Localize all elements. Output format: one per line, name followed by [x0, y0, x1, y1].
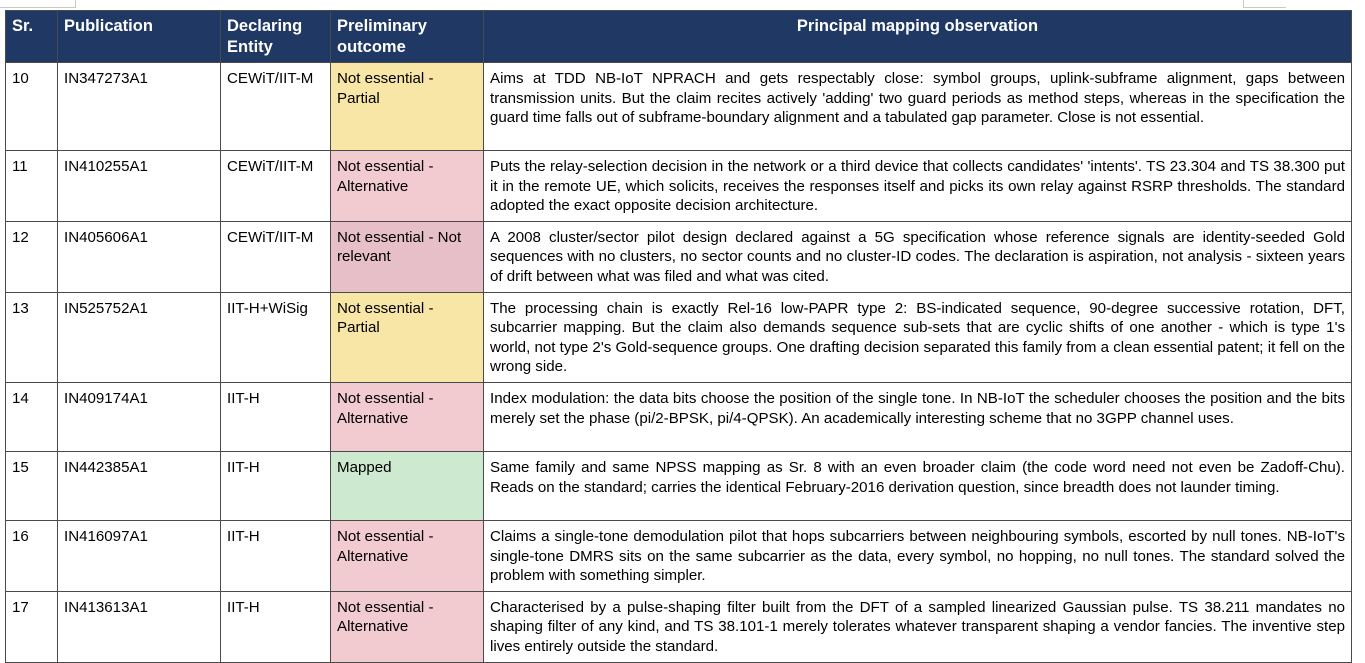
cell-observation: The processing chain is exactly Rel-16 low-PAPR type 2: BS-indicated sequence, 90-degree successive rotation, DFT, subcarrier mapping. But the claim also demands sequence sub-sets that are cyclic shifts of one another - which is type 1's world, not type 2's Gold-sequence groups. One drafting decision separated this family from a clean essential patent; it fell on the wrong side.: [484, 292, 1352, 382]
header-declaring-entity: Declaring Entity: [221, 11, 331, 63]
cell-sr: 15: [6, 451, 58, 520]
table-row: [6, 221, 1352, 292]
cell-observation: Aims at TDD NB-IoT NPRACH and gets respectably close: symbol groups, uplink-subframe alignment, gaps between transmission units. But the claim recites actively 'adding' two guard periods as method steps, whereas in the specification the guard time falls out of subframe-boundary alignment and a tabulated gap parameter. Close is not essential.: [484, 63, 1352, 151]
cell-publication: IN413613A1: [58, 591, 221, 662]
cell-sr: 11: [6, 151, 58, 222]
cell-declaring-entity: CEWiT/IIT-M: [221, 63, 331, 151]
cell-sr: 12: [6, 221, 58, 292]
cell-outcome: Not essential - Partial: [331, 292, 484, 382]
header-principal-mapping-observation: Principal mapping observation: [484, 11, 1352, 63]
cell-sr: 16: [6, 520, 58, 591]
cell-observation: Claims a single-tone demodulation pilot that hops subcarriers between neighbouring symbols, escorted by null tones. NB-IoT's single-tone DMRS sits on the same subcarrier as the data, every symbol, no hopping, no null tones. The standard solved the problem with something simpler.: [484, 520, 1352, 591]
table-row: [6, 151, 1352, 222]
cell-outcome: Not essential - Alternative: [331, 520, 484, 591]
cell-declaring-entity: IIT-H: [221, 591, 331, 662]
cell-publication: IN347273A1: [58, 63, 221, 151]
header-preliminary-outcome: Preliminary outcome: [331, 11, 484, 63]
table-row: [6, 520, 1352, 591]
header-row: [6, 11, 1352, 63]
cell-observation: Index modulation: the data bits choose the position of the single tone. In NB-IoT the scheduler chooses the position and the bits merely set the phase (pi/2-BPSK, pi/4-QPSK). An academically interesting scheme that no 3GPP channel uses.: [484, 382, 1352, 451]
cell-outcome: Mapped: [331, 451, 484, 520]
cell-observation: Same family and same NPSS mapping as Sr. 8 with an even broader claim (the code word need not even be Zadoff-Chu). Reads on the standard; carries the identical February-2016 derivation question, since breadth does not launder timing.: [484, 451, 1352, 520]
cell-outcome: Not essential - Alternative: [331, 591, 484, 662]
cell-observation: Characterised by a pulse-shaping filter built from the DFT of a sampled linearized Gaussian pulse. TS 38.211 mandates no shaping filter of any kind, and TS 38.101-1 merely tolerates whatever transparent shaping a vendor fancies. The inventive step lives entirely outside the standard.: [484, 591, 1352, 662]
cell-declaring-entity: IIT-H: [221, 520, 331, 591]
cell-declaring-entity: CEWiT/IIT-M: [221, 221, 331, 292]
table-row: [6, 63, 1352, 151]
table-row: [6, 382, 1352, 451]
cell-publication: IN405606A1: [58, 221, 221, 292]
cell-declaring-entity: IIT-H: [221, 451, 331, 520]
cell-publication: IN442385A1: [58, 451, 221, 520]
table-row: [6, 451, 1352, 520]
table-header: [6, 11, 1352, 63]
cell-publication: IN410255A1: [58, 151, 221, 222]
cell-outcome: Not essential - Alternative: [331, 382, 484, 451]
cell-sr: 17: [6, 591, 58, 662]
page-corner-mark-left: [0, 0, 76, 8]
cell-sr: 10: [6, 63, 58, 151]
page-corner-mark-right: [1243, 0, 1286, 8]
table-row: [6, 292, 1352, 382]
cell-observation: A 2008 cluster/sector pilot design declared against a 5G specification whose reference signals are identity-seeded Gold sequences with no clusters, no sector counts and no cluster-ID codes. The declaration is aspiration, not analysis - sixteen years of drift between what was filed and what was cited.: [484, 221, 1352, 292]
cell-outcome: Not essential - Partial: [331, 63, 484, 151]
patent-mapping-table: [5, 10, 1352, 663]
header-sr: Sr.: [6, 11, 58, 63]
cell-sr: 13: [6, 292, 58, 382]
cell-outcome: Not essential - Not relevant: [331, 221, 484, 292]
cell-outcome: Not essential - Alternative: [331, 151, 484, 222]
header-publication: Publication: [58, 11, 221, 63]
table-body: [6, 63, 1352, 663]
table-row: [6, 591, 1352, 662]
cell-declaring-entity: IIT-H+WiSig: [221, 292, 331, 382]
cell-publication: IN409174A1: [58, 382, 221, 451]
cell-declaring-entity: CEWiT/IIT-M: [221, 151, 331, 222]
cell-publication: IN416097A1: [58, 520, 221, 591]
cell-sr: 14: [6, 382, 58, 451]
cell-publication: IN525752A1: [58, 292, 221, 382]
cell-declaring-entity: IIT-H: [221, 382, 331, 451]
cell-observation: Puts the relay-selection decision in the network or a third device that collects candidates' 'intents'. TS 23.304 and TS 38.300 put it in the remote UE, which solicits, receives the responses itself and picks its own relay against RSRP thresholds. The standard adopted the exact opposite decision architecture.: [484, 151, 1352, 222]
